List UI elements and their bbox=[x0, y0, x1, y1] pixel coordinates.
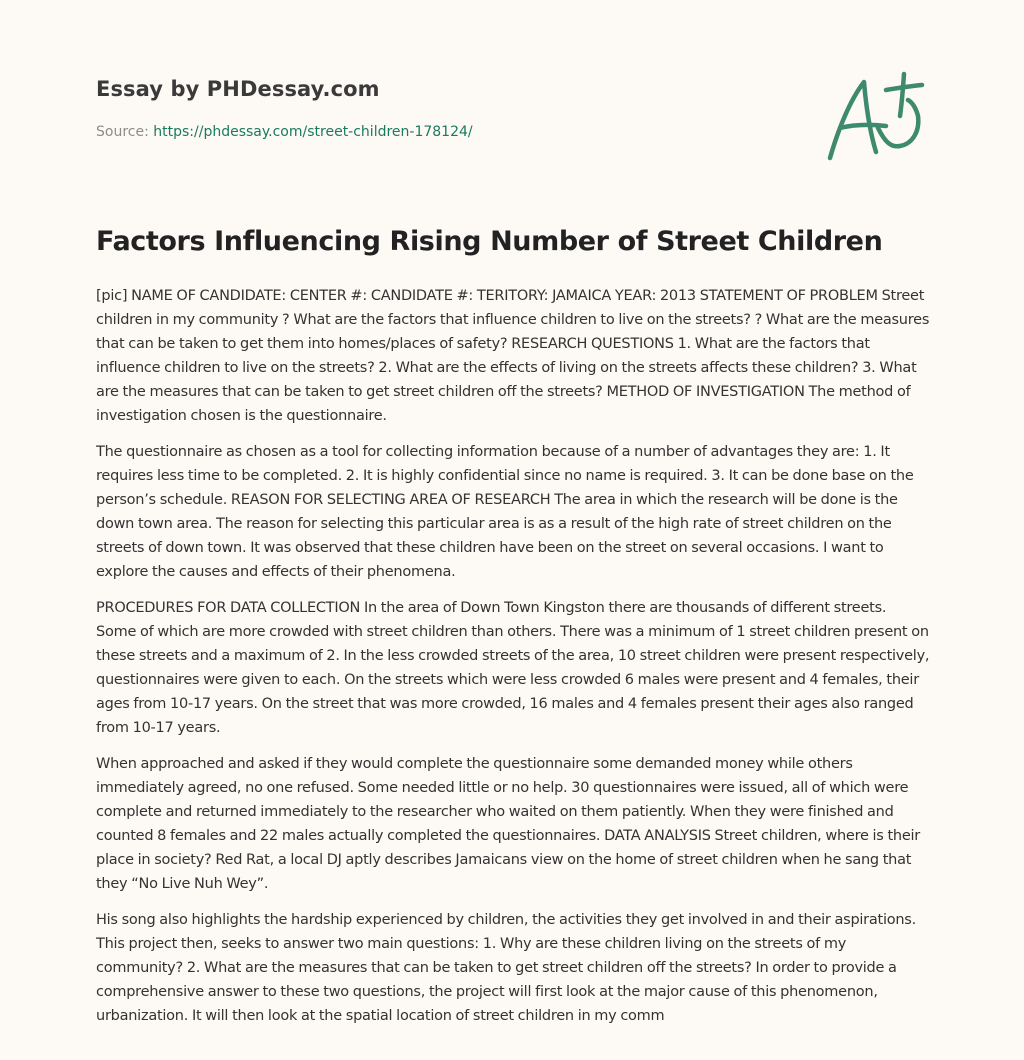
source-label: Source: bbox=[96, 124, 149, 140]
paragraph: [pic] NAME OF CANDIDATE: CENTER #: CANDIDATE #: TERITORY: JAMAICA YEAR: 2013 STATEMENT OF PROBLEM Street children in my community ? What are the factors that influence children to live on the streets? ? What are the measures that can be taken to get them into homes/places of safety? RESEARCH QUESTIONS 1. What are the factors that influence children to live on the streets? 2. What are the effects of living on the streets affects these children? 3. What are the measures that can be taken to get street children off the streets? METHOD OF INVESTIGATION The method of investigation chosen is the questionnaire. bbox=[96, 288, 930, 424]
paragraph: When approached and asked if they would complete the questionnaire some demanded money while others immediately agreed, no one refused. Some needed little or no help. 30 questionnaires were issued, all of which were complete and returned immediately to the researcher who waited on them patiently. When they were finished and counted 8 females and 22 males actually completed the questionnaires. DATA ANALYSIS Street children, where is their place in society? Red Rat, a local DJ aptly describes Jamaicans view on the home of street children when he sang that they “No Live Nuh Wey”. bbox=[96, 756, 920, 892]
paragraph: PROCEDURES FOR DATA COLLECTION In the area of Down Town Kingston there are thousands of different streets. Some of which are more crowded with street children than others. There was a minimum of 1 street children present on these streets and a maximum of 2. In the less crowded streets of the area, 10 street children were present respectively, questionnaires were given to each. On the streets which were less crowded 6 males were present and 4 females, their ages from 10-17 years. On the street that was more crowded, 16 males and 4 females present their ages also ranged from 10-17 years. bbox=[96, 600, 930, 736]
document-body bbox=[96, 284, 930, 1040]
paragraph: His song also highlights the hardship experienced by children, the activities they get involved in and their aspirations. This project then, seeks to answer two main questions: 1. Why are these children living on the streets of my community? 2. What are the measures that can be taken to get street children off the streets? In order to provide a comprehensive answer to these two questions, the project will first look at the major cause of this phenomenon, urbanization. It will then look at the spatial location of street children in my comm bbox=[96, 912, 916, 1024]
document-title: Factors Influencing Rising Number of Street Children bbox=[96, 226, 883, 257]
a-plus-logo-icon bbox=[820, 66, 930, 166]
paragraph: The questionnaire as chosen as a tool for collecting information because of a number of advantages they are: 1. It requires less time to be completed. 2. It is highly confidential since no name is required. 3. It can be done base on the person’s schedule. REASON FOR SELECTING AREA OF RESEARCH The area in which the research will be done is the down town area. The reason for selecting this particular area is as a result of the high rate of street children on the streets of down town. It was observed that these children have been on the street on several occasions. I want to explore the causes and effects of their phenomena. bbox=[96, 444, 914, 580]
site-title: Essay by PHDessay.com bbox=[96, 77, 380, 101]
source-line bbox=[96, 124, 473, 140]
source-link[interactable]: https://phdessay.com/street-children-178124/ bbox=[153, 124, 473, 140]
